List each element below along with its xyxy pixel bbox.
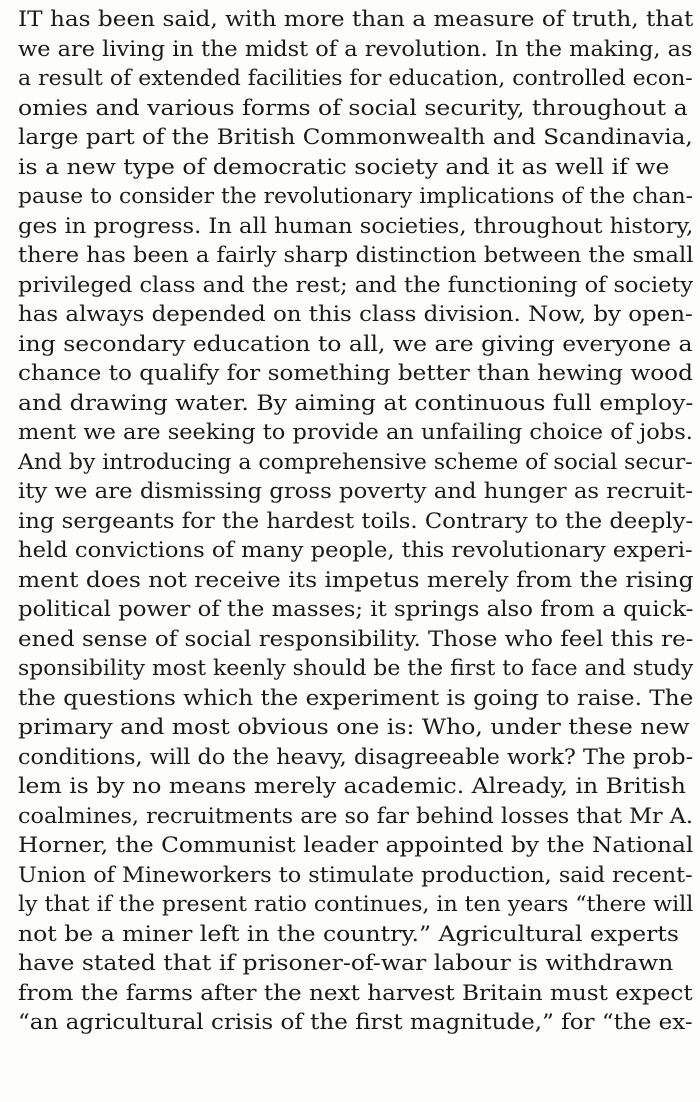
text-line: ened sense of social responsibility. Those who feel this re- [18,627,694,651]
text-line: “an agricultural crisis of the first magnitude,” for “the ex- [18,1010,693,1034]
text-line: held convictions of many people, this revolutionary experi- [18,538,693,562]
text-line: sponsibility most keenly should be the first to face and study [18,656,694,680]
text-line: privileged class and the rest; and the functioning of society [18,273,694,297]
text-line: political power of the masses; it springs also from a quick- [18,597,694,621]
text-line: has always depended on this class division. Now, by open- [18,302,693,326]
text-line: IT has been said, with more than a measure of truth, that [18,7,694,31]
text-line: lem is by no means merely academic. Already, in British [18,774,686,798]
text-line: And by introducing a comprehensive scheme of social secur- [18,450,693,474]
text-line: ity we are dismissing gross poverty and hunger as recruit- [18,479,694,503]
text-line: we are living in the midst of a revolution. In the making, as [18,37,693,61]
text-line: omies and various forms of social security, throughout a [18,96,688,120]
text-line: primary and most obvious one is: Who, under these new [18,715,690,739]
text-line: is a new type of democratic society and it as well if we [18,155,670,179]
text-line: the questions which the experiment is going to raise. The [18,686,694,710]
text-line: pause to consider the revolutionary implications of the chan- [18,184,694,208]
text-line: conditions, will do the heavy, disagreeable work? The prob- [18,745,694,769]
text-line: coalmines, recruitments are so far behind losses that Mr A. [18,804,694,828]
text-line: ges in progress. In all human societies, throughout history, [18,214,694,238]
text-line: ment does not receive its impetus merely from the rising [18,568,694,592]
text-line: and drawing water. By aiming at continuous full employ- [18,391,694,415]
text-line: ly that if the present ratio continues, in ten years “there will [18,892,694,916]
text-line: have stated that if prisoner-of-war labour is withdrawn [18,951,674,975]
text-line: Horner, the Communist leader appointed by the National [18,833,694,857]
text-line: ment we are seeking to provide an unfailing choice of jobs. [18,420,693,444]
text-line: there has been a fairly sharp distinction between the small [18,243,694,267]
text-line: large part of the British Commonwealth and Scandinavia, [18,125,693,149]
text-line: ing sergeants for the hardest toils. Contrary to the deeply- [18,509,694,533]
text-line: ing secondary education to all, we are giving everyone a [18,332,693,356]
text-line: a result of extended facilities for education, controlled econ- [18,66,693,90]
text-line: Union of Mineworkers to stimulate production, said recent- [18,863,693,887]
text-line: from the farms after the next harvest Britain must expect [18,981,693,1005]
text-line: chance to qualify for something better than hewing wood [18,361,693,385]
text-line: not be a miner left in the country.” Agricultural experts [18,922,679,946]
